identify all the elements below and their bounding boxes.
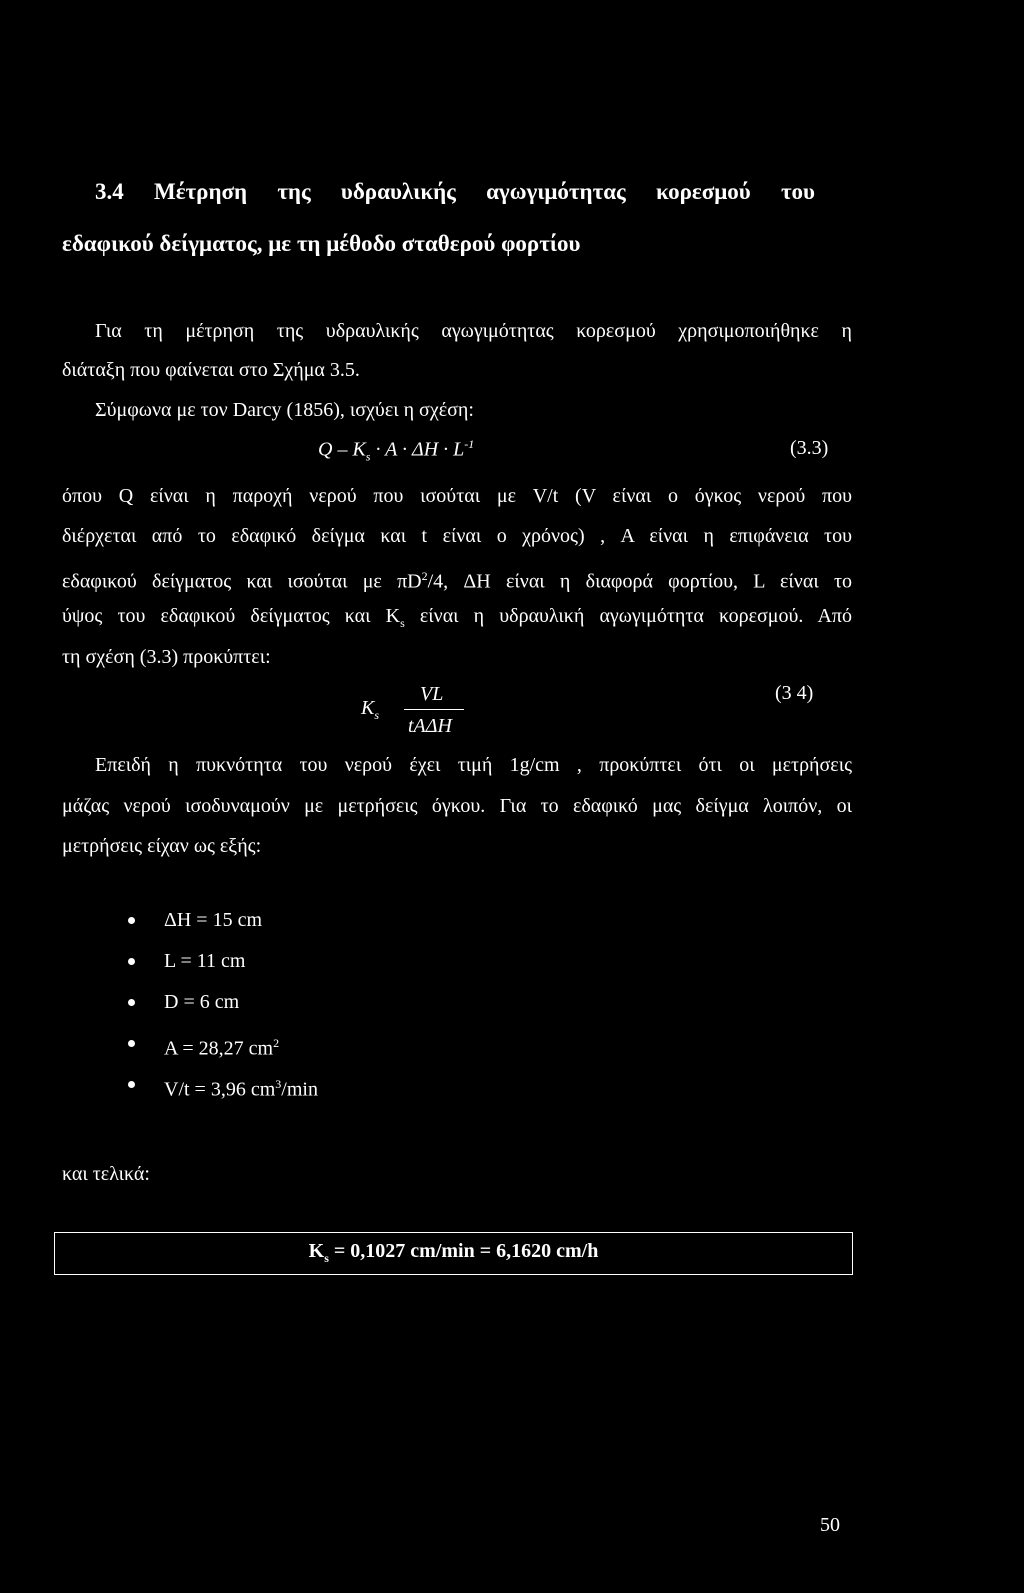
bullet-icon [128, 917, 135, 924]
finally-label: και τελικά: [62, 1163, 150, 1185]
page-number: 50 [820, 1514, 840, 1536]
result-value: = 0,1027 cm/min = 6,1620 cm/h [328, 1240, 599, 1262]
eq1-k: K [352, 438, 366, 461]
list-item [128, 1028, 318, 1069]
eq1-k-subscript: s [365, 449, 371, 464]
definitions-line-2: διέρχεται από το εδαφικό δείγμα και t είναι ο χρόνος) , A είναι η επιφάνεια του [62, 525, 852, 547]
section-heading-line-2: εδαφικού δείγματος, με τη μέθοδο σταθερού φορτίου [62, 231, 581, 256]
eq2-k [361, 697, 379, 723]
measurements-list [128, 905, 318, 1110]
definitions-line-5: τη σχέση (3.3) προκύπτει: [62, 646, 271, 668]
density-line-1: Επειδή η πυκνότητα του νερού έχει τιμή 1g/cm , προκύπτει ότι οι μετρήσεις [95, 754, 852, 776]
result-box [54, 1232, 853, 1275]
ks-subscript: s [400, 616, 405, 630]
d-squared-exponent: 2 [421, 569, 428, 583]
measurement-text: D = 6 cm [164, 991, 240, 1013]
darcy-equation [318, 437, 474, 465]
eq1-sign: – [337, 438, 348, 461]
intro-line-1: Για τη μέτρηση της υδραυλικής αγωγιμότητας κορεσμού χρησιμοποιήθηκε η [95, 320, 852, 342]
result-k: K [308, 1240, 325, 1262]
section-heading-line-1: 3.4 Μέτρηση της υδραυλικής αγωγιμότητας κορεσμού του [95, 179, 815, 204]
definitions-line-4 [62, 602, 852, 637]
measurement-exponent: 2 [273, 1036, 280, 1050]
equation-number-3-3: (3.3) [790, 437, 829, 459]
eq2-fraction-bar [404, 709, 464, 710]
measurement-tail: /min [281, 1078, 318, 1101]
list-item [128, 1069, 318, 1110]
eq1-rest: · A · ΔH · L [375, 438, 465, 461]
eq2-denominator: tAΔH [408, 715, 452, 737]
bullet-icon [128, 958, 135, 965]
measurement-text: V/t = 3,96 cm [164, 1078, 276, 1101]
list-item [128, 905, 318, 946]
bullet-icon [128, 1040, 135, 1047]
equation-number-3-4: (3 4) [775, 682, 814, 704]
measurement-text: L = 11 cm [164, 950, 246, 972]
definitions-line-4-b: είναι η υδραυλική αγωγιμότητα κορεσμού. Από [404, 605, 852, 627]
list-item [128, 987, 318, 1028]
list-item [128, 946, 318, 987]
eq1-exponent: -1 [464, 437, 475, 451]
measurement-text: ΔΗ = 15 cm [164, 909, 263, 931]
definitions-line-3 [62, 562, 852, 596]
eq1-q: Q [318, 438, 333, 461]
eq2-k-subscript: s [374, 708, 380, 722]
bullet-icon [128, 999, 135, 1006]
definitions-line-3-a: εδαφικού δείγματος και ισούται με πD [62, 570, 422, 593]
darcy-sentence: Σύμφωνα με τον Darcy (1856), ισχύει η σχέση: [95, 399, 474, 421]
density-line-3: μετρήσεις είχαν ως εξής: [62, 835, 262, 857]
measurement-text: A = 28,27 cm [164, 1037, 274, 1060]
eq2-k-letter: K [361, 697, 375, 719]
density-line-2: μάζας νερού ισοδυναμούν με μετρήσεις όγκου. Για το εδαφικό μας δείγμα λοιπόν, οι [62, 795, 852, 817]
eq2-numerator: VL [420, 683, 444, 705]
intro-line-2: διάταξη που φαίνεται στο Σχήμα 3.5. [62, 359, 360, 381]
definitions-line-1: όπου Q είναι η παροχή νερού που ισούται με V/t (V είναι ο όγκος νερού που [62, 485, 852, 507]
definitions-line-3-b: /4, ΔΗ είναι η διαφορά φορτίου, L είναι το [427, 570, 852, 593]
result-k-subscript: s [324, 1251, 329, 1265]
measurement-exponent: 3 [275, 1077, 282, 1091]
bullet-icon [128, 1081, 135, 1088]
definitions-line-4-a: ύψος του εδαφικού δείγματος και K [62, 605, 401, 627]
